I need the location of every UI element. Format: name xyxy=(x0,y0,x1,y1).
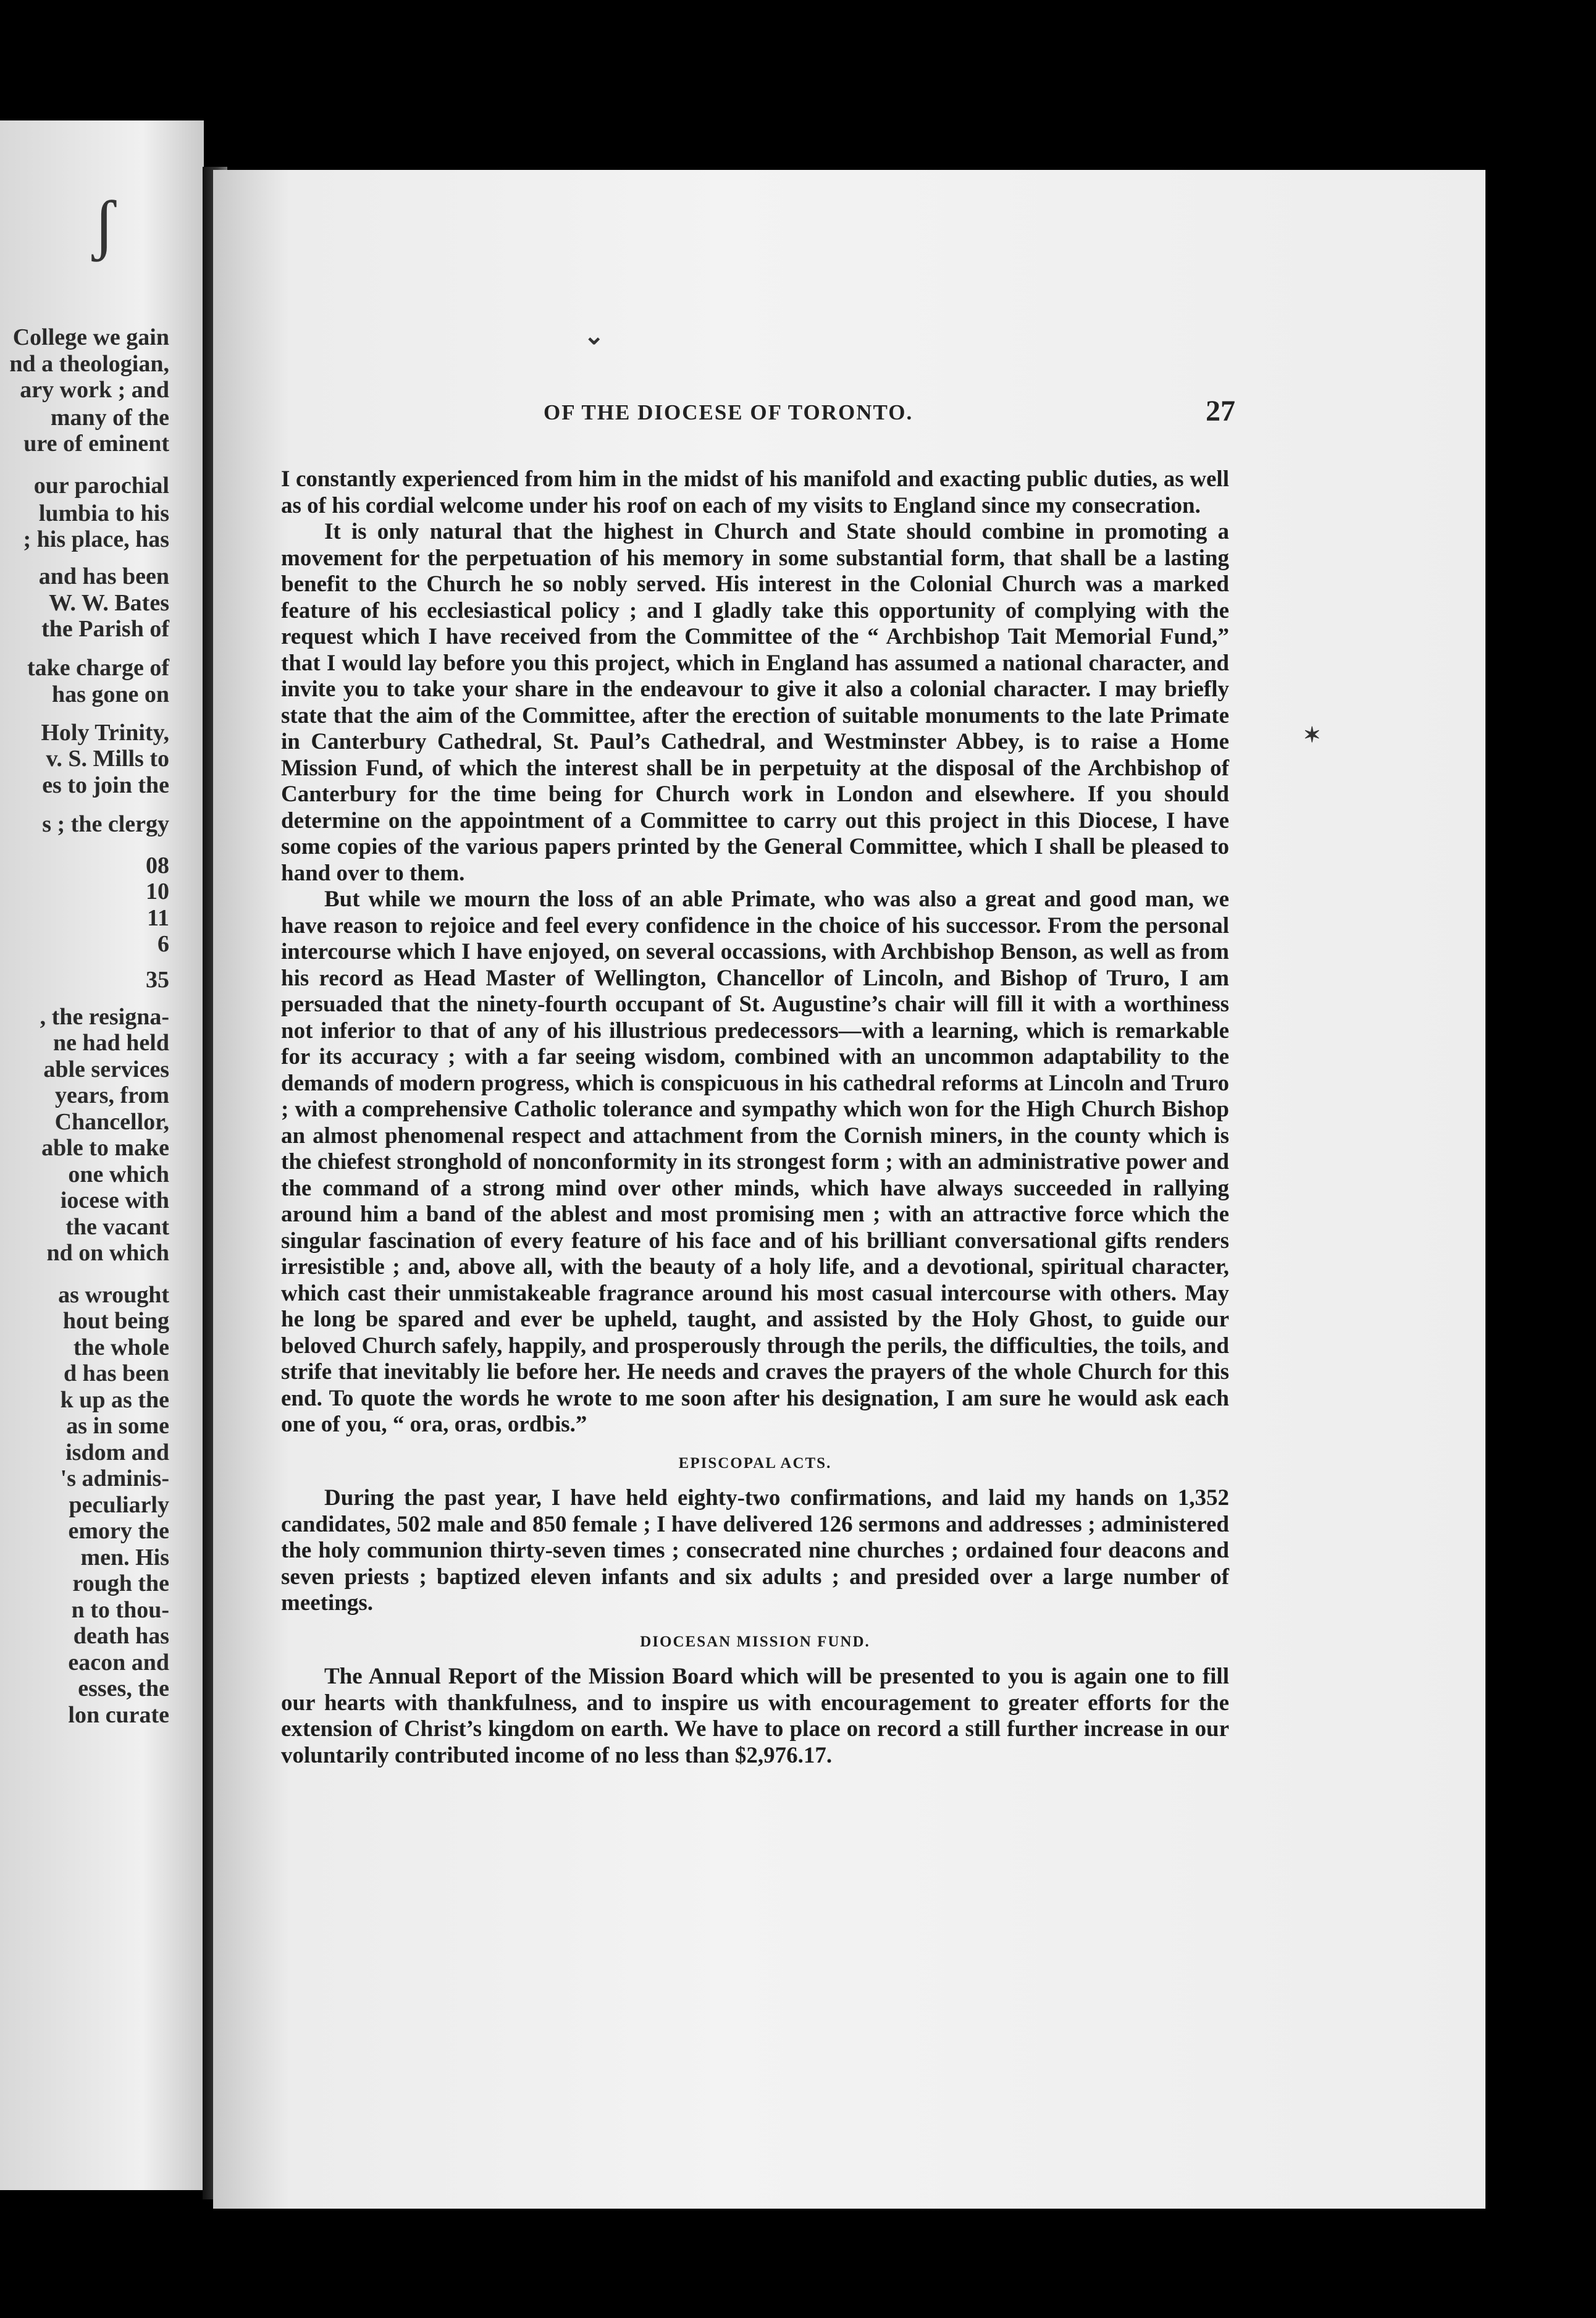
facing-page-line: and has been xyxy=(38,563,169,589)
paragraph: It is only natural that the highest in Church and State should combine in promoting a movement for the perpetuation of his memory in some substantial form, that shall be a lasting benefit to the Church he so nobly served. His interest in the Colonial Church was a marked feature of his ecclesiastical policy ; and I gladly take this opportunity of complying with the request which I have received from the Committee of the “ Archbishop Tait Memorial Fund,” that I would lay before you this project, which in England has assumed a national character, and invite you to take your share in the endeavour to give it also a colonial character. I may briefly state that the aim of the Committee, after the erection of suitable monuments to the late Primate in Canterbury Cathedral, St. Paul’s Cathedral, and Westminster Abbey, is to raise a Home Mission Fund, of which the interest shall be in perpetuity at the disposal of the Archbishop of Canterbury for the time being for Church work in London and elsewhere. If you should determine on the appointment of a Committee to carry out this project in this Diocese, I have some copies of the various papers printed by the General Committee, which I shall be pleased to hand over to them. xyxy=(281,519,1229,886)
facing-page-line: n to thou- xyxy=(71,1597,169,1623)
paragraph: During the past year, I have held eighty-two confirmations, and laid my hands on 1,352 candidates, 502 male and 850 female ; I have delivered 126 sermons and addresses ; administered the holy communion thirty-seven times ; consecrated nine churches ; ordained four deacons and seven priests ; baptized eleven infants and six adults ; and presided over a large number of meetings. xyxy=(281,1485,1229,1616)
facing-page-line: 10 xyxy=(146,879,169,904)
paragraph: The Annual Report of the Mission Board which will be presented to you is again one to fill our hearts with thankfulness, and to inspire us with encouragement to greater efforts for the extension of Christ’s kingdom on earth. We have to place on record a still further increase in our voluntarily contributed income of no less than $2,976.17. xyxy=(281,1664,1229,1768)
running-title: OF THE DIOCESE OF TORONTO. xyxy=(544,400,914,424)
facing-page-line: isdom and xyxy=(65,1439,169,1465)
facing-page-line: d has been xyxy=(63,1360,169,1386)
facing-page-line: lumbia to his xyxy=(38,500,169,526)
facing-page-line: the vacant xyxy=(65,1214,169,1240)
facing-page-line: one which xyxy=(68,1161,169,1187)
facing-page-line: ure of eminent xyxy=(23,431,169,457)
facing-page-line: the Parish of xyxy=(41,616,169,642)
facing-page-line: 's adminis- xyxy=(60,1465,169,1491)
facing-page-fragment xyxy=(0,120,204,2190)
scan-mark: ⌄ xyxy=(584,322,605,350)
facing-page-line: as in some xyxy=(66,1413,169,1439)
facing-page-line: Chancellor, xyxy=(54,1109,169,1135)
facing-page-line: W. W. Bates xyxy=(49,590,169,616)
facing-page-line: v. S. Mills to xyxy=(46,746,169,772)
facing-page-line: esses, the xyxy=(78,1675,169,1701)
facing-page-line: men. His xyxy=(80,1545,169,1570)
facing-page-line: rough the xyxy=(72,1570,169,1596)
facing-page-line: k up as the xyxy=(60,1387,169,1413)
facing-page-line: our parochial xyxy=(33,473,169,499)
facing-page-line: ; his place, has xyxy=(23,526,169,552)
facing-page-line: ary work ; and xyxy=(20,377,169,403)
facing-page-line: peculiarly xyxy=(69,1492,169,1518)
section-heading-mission-fund: DIOCESAN MISSION FUND. xyxy=(640,1633,870,1650)
scan-mark: ʃ xyxy=(93,187,116,262)
facing-page-line: emory the xyxy=(68,1518,169,1544)
facing-page-line: 11 xyxy=(147,905,169,931)
body-text xyxy=(281,466,1229,1769)
facing-page-line: lon curate xyxy=(68,1702,169,1728)
page-number: 27 xyxy=(1206,395,1235,428)
facing-page-line: iocese with xyxy=(60,1187,169,1213)
facing-page-line: death has xyxy=(73,1623,169,1649)
facing-page-line: nd on which xyxy=(46,1240,169,1266)
facing-page-line: hout being xyxy=(62,1308,169,1334)
running-header xyxy=(544,395,1235,428)
facing-page-line: the whole xyxy=(73,1334,169,1360)
section-heading-episcopal-acts: EPISCOPAL ACTS. xyxy=(678,1454,832,1472)
paragraph: I constantly experienced from him in the midst of his manifold and exacting public duties, as well as of his cordial welcome under his roof on each of my visits to England since my consecration. xyxy=(281,466,1229,518)
facing-page-line: take charge of xyxy=(27,655,169,681)
facing-page-line: years, from xyxy=(54,1082,169,1108)
facing-page-line: s ; the clergy xyxy=(42,811,169,837)
paragraph: But while we mourn the loss of an able Primate, who was also a great and good man, we have reason to rejoice and feel every confidence in the choice of his successor. From the personal intercourse which I have enjoyed, on several occassions, with Archbishop Benson, as well as from his record as Head Master of Wellington, Chancellor of Lincoln, and Bishop of Truro, I am persuaded that the ninety-fourth occupant of St. Augustine’s chair will fill it with a worthiness not inferior to that of any of his illustrious predecessors—with a learning, which is remarkable for its accuracy ; with a far seeing wisdom, combined with an uncommon adaptability to the demands of modern progress, which is conspicuous in his cathedral reforms at Lincoln and Truro ; with a comprehensive Catholic tolerance and sympathy which won for the High Church Bishop an almost phenomenal respect and attachment from the Cornish miners, in the county which is the chiefest stronghold of nonconformity in its strongest form ; with an administrative power and the command of a strong mind over other minds, which have always succeeded in rallying around him a band of the ablest and most promising men ; with an attractive force which the singular fascination of every feature of his face and of his brilliant conversational gifts renders irresistible ; and, above all, with the beauty of a holy life, and a devotional, spiritual character, which cast their unmistakeable fragrance around his most casual intercourse with others. May he long be spared and ever be upheld, taught, and assisted by the Holy Ghost, to guide our beloved Church safely, happily, and prosperously through the perils, the difficulties, the toils, and strife that inevitably lie before her. He needs and craves the prayers of the whole Church for this end. To quote the words he wrote to me soon after his designation, I am sure he would ask each one of you, “ ora, oras, ordbis.” xyxy=(281,887,1229,1437)
facing-page-line: many of the xyxy=(50,405,169,431)
facing-page-line: 08 xyxy=(146,853,169,879)
facing-page-line: able to make xyxy=(41,1135,169,1161)
facing-page-line: 35 xyxy=(146,967,169,993)
facing-page-line: , the resigna- xyxy=(40,1004,169,1030)
facing-page-line: ne had held xyxy=(53,1030,169,1056)
facing-page-line: eacon and xyxy=(68,1650,169,1675)
facing-page-line: has gone on xyxy=(51,681,169,707)
facing-page-line: Holy Trinity, xyxy=(41,720,169,746)
facing-page-line: College we gain xyxy=(12,324,169,350)
scan-mark: ✶ xyxy=(1303,724,1321,747)
facing-page-line: 6 xyxy=(158,931,169,957)
facing-page-line: as wrought xyxy=(58,1282,169,1308)
facing-page-line: es to join the xyxy=(42,772,169,798)
facing-page-line: able services xyxy=(43,1056,169,1082)
facing-page-line: nd a theologian, xyxy=(9,351,169,377)
